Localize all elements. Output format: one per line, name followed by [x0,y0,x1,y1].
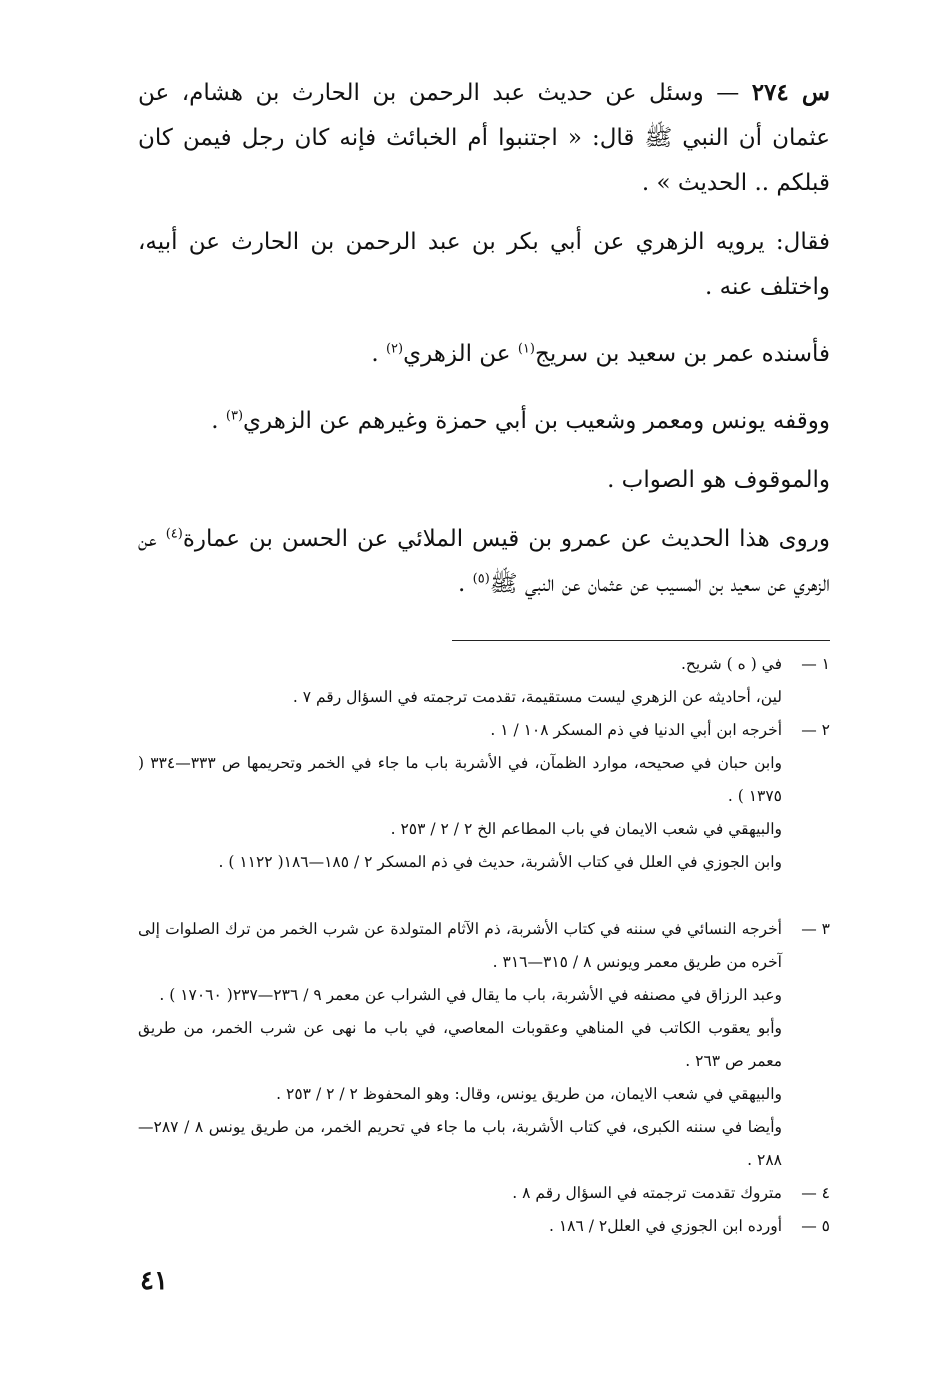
footnote-5 [138,1210,830,1243]
footnote-line: والبيهقي في شعب الايمان، من طريق يونس، وقال: وهو المحفوظ ٢ / ٢ / ٢٥٣ . [276,1085,782,1103]
answer-paragraph: فقال: يرويه الزهري عن أبي بكر بن عبد الرحمن بن الحارث عن أبيه، واختلف عنه . [138,229,830,300]
narration-text: وروى هذا الحديث عن عمرو بن قيس الملائي عن الحسن بن عمارة [182,526,830,552]
page-number: ٤١ [140,1266,168,1296]
musnad-text-2: عن الزهري [403,341,518,367]
footnote-line: وأبو يعقوب الكاتب في المناهي وعقوبات المعاصي، في باب ما نهى عن شرب الخمر، من طريق معمر ص ٢٦٣ . [138,1019,782,1070]
correct-paragraph: والموقوف هو الصواب . [607,467,830,493]
musnad-text: فأسنده عمر بن سعيد بن سريج [534,341,830,367]
mawquf-text: ووقفه يونس ومعمر وشعيب بن أبي حمزة وغيرهم عن الزهري [243,408,830,434]
narration-paragraph [138,517,830,607]
narration-text-2: عن الزهري عن سعيد بن المسيب عن عثمان عن النبي ﷺ [138,526,830,597]
footnotes [138,648,830,1243]
footnote-line: وعبد الرزاق في مصنفه في الأشربة، باب ما يقال في الشراب عن معمر ٩ / ٢٣٦—٢٣٧( ١٧٠٦٠ ) . [159,986,782,1004]
mawquf-paragraph [138,399,830,444]
footnote-number: ٣ — [801,920,830,938]
narration-end: . [458,571,473,597]
footnote-number: ٥ — [801,1217,830,1235]
question-number: س ٢٧٤ [751,79,830,106]
footnote-line: وابن حبان في صحيحه، موارد الظمآن، في الأشربة باب ما جاء في الخمر وتحريمها ص ٣٣٣—٣٣٤ ( ١٣٧٥ ) . [138,754,782,805]
footnote-line: لين، أحاديثه عن الزهري ليست مستقيمة، تقدمت ترجمته في السؤال رقم ٧ . [292,688,782,706]
footnote-divider [452,640,830,641]
footnote-ref-1: (١) [517,341,535,357]
footnote-line: وابن الجوزي في العلل في كتاب الأشربة، حديث في ذم المسكر ٢ / ١٨٥—١٨٦( ١١٢٢ ) . [218,853,782,871]
footnote-1 [138,648,830,714]
footnote-number: ١ — [801,655,830,673]
footnote-number: ٢ — [801,721,830,739]
footnote-number: ٤ — [801,1184,830,1202]
question-paragraph [138,70,830,206]
musnad-paragraph [138,332,830,377]
footnote-line: وأيضا في سننه الكبرى، في كتاب الأشربة، باب ما جاء في تحريم الخمر، من طريق يونس ٨ / ٢٨٧—٢٨٨ . [138,1118,782,1169]
footnote-3 [138,913,830,1177]
footnote-line: متروك تقدمت ترجمته في السؤال رقم ٨ . [512,1184,782,1202]
footnote-line: أخرجه النسائي في سننه في كتاب الأشربة، ذم الآثام المتولدة عن شرب الخمر من ترك الصلوات إلى آخره من طريق معمر ويونس ٨ / ٣١٥—٣١٦ . [138,920,782,971]
footnote-4 [138,1177,830,1210]
footnote-ref-5: (٥) [472,571,490,587]
footnote-line: في ( ه ) شريح. [680,655,782,673]
question-text: — وسئل عن حديث عبد الرحمن بن الحارث بن هشام، عن عثمان أن النبي ﷺ قال: « اجتنبوا أم الخبائث فإنه كان رجل فيمن كان قبلكم .. الحديث » . [138,80,830,196]
footnote-2 [138,714,830,879]
musnad-end: . [371,341,386,367]
footnote-line: أخرجه ابن أبي الدنيا في ذم المسكر ١٠٨ / ١ . [490,721,782,739]
footnote-ref-2: (٢) [385,341,404,357]
footnote-ref-3: (٣) [225,408,244,424]
footnote-line: أورده ابن الجوزي في العلل٢ / ١٨٦ . [548,1217,782,1235]
main-text [138,70,830,607]
footnote-line: والبيهقي في شعب الايمان في باب المطاعم الخ ٢ / ٢ / ٢٥٣ . [390,820,782,838]
mawquf-end: . [211,408,226,434]
footnote-ref-4: (٤) [165,526,183,542]
